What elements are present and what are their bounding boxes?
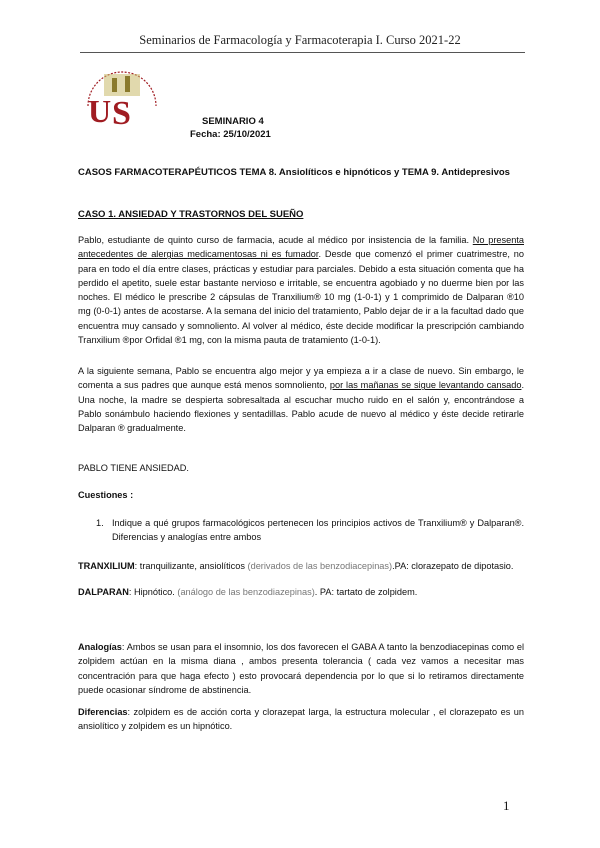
analogies-label: Analogías — [78, 642, 122, 652]
analogies-text: : Ambos se usan para el insomnio, los dos favorecen el GABA A tanto la benzodiacepinas como el zolpidem actúan en la misma diana , ambos presenta tolerancia ( cada vez vamos a necesitar mas concentración para que haga efecto ) esto provocará dependencia por lo que si lo retiramos directamente puede ocasionar síndrome de abstinencia. — [78, 642, 524, 695]
question-item-1 — [96, 516, 524, 545]
logo-emblem-figure — [112, 78, 117, 92]
differences-text: : zolpidem es de acción corta y clorazepat larga, la estructura molecular , el clorazepato es un ansiolítico y zolpidem es un hipnótico. — [78, 707, 524, 732]
paragraph-text: . Desde que comenzó el primer cuatrimestre, no para en todo el día entre clases, prácticas y estudiar para parciales. Debido a esta situación comenta que ha perdido el apetito, suele estar bastante nervioso e irritable, se encuentra agobiado y no duerme bien por las noches. El médico le prescribe 2 cápsulas de Tranxilium® 10 mg (1-0-1) y 1 comprimido de Dalparan ®10 mg (0-0-1) antes de acostarse. A la semana del inicio del tratamiento, Pablo dejar de ir a la facultad dado que encuentra muy cansado y somnoliento. Al volver al médico, éste decide modificar la prescripción cambiando Tranxilium ®por Orfidal ®1 mg, con la misma pauta de tratamiento (1-0-1). — [78, 249, 524, 346]
answer-label: DALPARAN — [78, 587, 129, 597]
logo-letter-s: S — [112, 95, 131, 128]
page-header: Seminarios de Farmacología y Farmacoterapia I. Curso 2021-22 — [139, 33, 461, 47]
differences-paragraph — [78, 705, 524, 734]
answer-note: (análogo de las benzodiazepinas) — [177, 587, 315, 597]
paragraph-text: Pablo, estudiante de quinto curso de farmacia, acude al médico por insistencia de la familia. — [78, 235, 473, 245]
diagnosis-text: PABLO TIENE ANSIEDAD. — [78, 463, 189, 473]
paragraph-text: A la siguiente semana, Pablo se encuentra algo mejor y ya empieza a ir a clase de nuevo. Sin embargo, le comenta a sus padres que aunque está menos somnoliento, — [78, 366, 524, 391]
logo-emblem-figure — [125, 76, 130, 92]
underlined-text: por las mañanas se sigue levantando cansado — [329, 380, 522, 391]
seminar-date: Fecha: 25/10/2021 — [190, 129, 271, 140]
logo-letter-u: U — [88, 93, 112, 128]
seminar-block — [190, 115, 271, 141]
answer-text: .PA: clorazepato de dipotasio. — [392, 561, 514, 571]
case-paragraph-2 — [78, 364, 524, 435]
answer-text: : Hipnótico. — [128, 587, 178, 597]
seminar-title: SEMINARIO 4 — [202, 116, 264, 127]
page-number: 1 — [503, 798, 510, 813]
answer-tranxilium — [78, 559, 524, 573]
underlined-text: No presenta antecedentes de alergias medicamentosas ni es fumador — [78, 235, 524, 260]
questions-label: Cuestiones : — [78, 490, 134, 500]
question-number: 1. — [96, 518, 104, 528]
paragraph-text: . Una noche, la madre se despierta sobresaltada al escuchar mucho ruido en el salón y, encontrándose a Pablo sonámbulo haciendo flexiones y sentadillas. Pablo acude de nuevo al médico y éste decide retirarle Dalparan ® gradualmente. — [78, 380, 524, 434]
answer-label: TRANXILIUM — [78, 561, 135, 571]
answer-text: . PA: tartato de zolpidem. — [314, 587, 418, 597]
differences-label: Diferencias — [78, 707, 128, 717]
answer-note: (derivados de las benzodiacepinas) — [247, 561, 393, 571]
analogies-paragraph — [78, 640, 524, 697]
cases-heading: CASOS FARMACOTERAPÉUTICOS TEMA 8. Ansiolíticos e hipnóticos y TEMA 9. Antidepresivos — [78, 167, 510, 178]
answer-text: : tranquilizante, ansiolíticos — [134, 561, 248, 571]
case1-heading: CASO 1. ANSIEDAD Y TRASTORNOS DEL SUEÑO — [78, 209, 304, 220]
answer-dalparan — [78, 585, 524, 599]
question-text: Indique a qué grupos farmacológicos pertenecen los principios activos de Tranxilium® y Dalparan®. Diferencias y analogías entre ambos — [112, 518, 524, 543]
case-paragraph-1 — [78, 233, 524, 347]
university-logo — [82, 66, 162, 128]
header-divider — [80, 52, 525, 53]
